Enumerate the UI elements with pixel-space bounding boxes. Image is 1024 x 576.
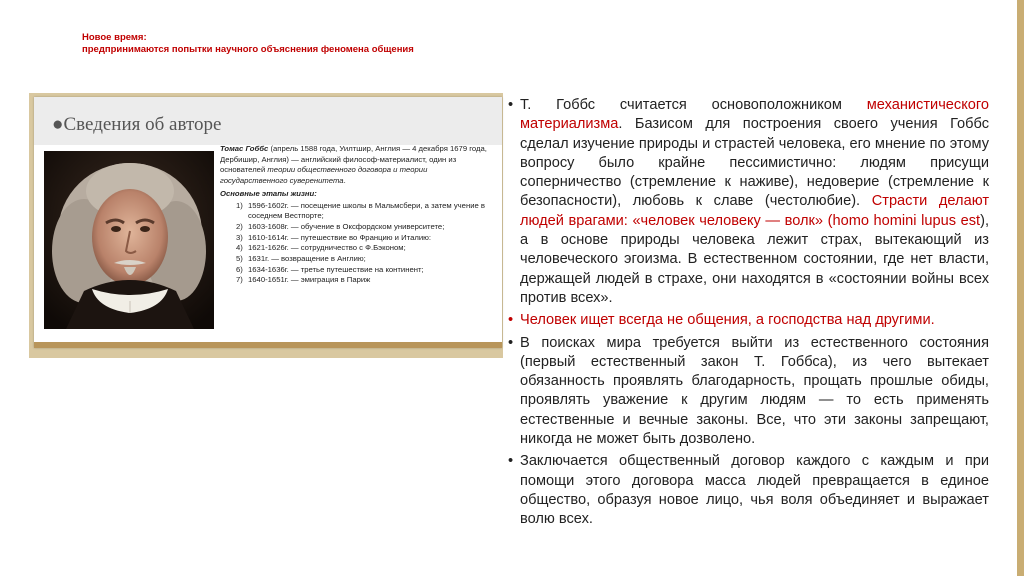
stage-text: 1610-1614г. — путешествие во Францию и Италию: (248, 232, 432, 242)
author-info-panel (34, 97, 502, 348)
bullet-icon: • (508, 453, 514, 470)
bio-end: . (343, 176, 346, 186)
bullet-item-natural-law (508, 334, 989, 450)
bullet-item-hobbes-materialism (508, 96, 989, 308)
stage-text: 1621-1626г. — сотрудничество с Ф.Бэконом; (248, 243, 406, 253)
right-edge-stripe (1017, 0, 1024, 576)
stage-number: 6) (236, 264, 243, 274)
author-name: Томас Гоббс (220, 144, 269, 153)
stage-number: 1) (236, 200, 243, 210)
life-stage-item (236, 265, 495, 276)
bio-theory: теории общественного договора и теории государственного суверенитета (220, 165, 428, 186)
stage-text: 1640-1651г. — эмиграция в Париж (248, 275, 371, 285)
stage-text: 1596-1602г. — посещение школы в Мальмсбери, а затем учение в соседнем Вестпорте; (248, 200, 485, 221)
bullet-text: Заключается общественный договор каждого с каждым и при помощи этого договора масса людей превращается в единое общество, образуя новое лицо, чья воля объединяет и выражает волю всех. (520, 453, 989, 528)
stage-number: 5) (236, 254, 243, 264)
bullet-text: Т. Гоббс считается основоположником (520, 97, 867, 113)
bullet-icon: • (508, 97, 514, 113)
slide-title-line1: Новое время: (82, 32, 147, 43)
life-stage-item (236, 222, 495, 233)
bullet-text: Человек ищет всегда не общения, а господства над другими. (520, 312, 935, 329)
life-stage-item (236, 233, 495, 244)
bullet-text: ), а в основе природы человека лежит страх, вытекающий из человеческого эгоизма. В естественном состоянии, где нет власти, держащей людей в страхе, они находятся в «состоянии войны всех против всех». (520, 212, 989, 306)
panel-heading: ●Сведения об авторе (52, 114, 222, 135)
bullet-text: В поисках мира требуется выйти из естественного состояния (первый естественный закон Т. Гоббса), из чего вытекает обязанность проявлять благодарность, прощать прошлые обиды, проявлять уважение к другим людям — то есть применять естественные и вечные законы. Все, что эти законы запрещают, никогда не может быть дозволено. (520, 334, 989, 448)
life-stage-item (236, 254, 495, 265)
bullet-highlight: Страсти делают людей врагами: «человек человеку — волк» (homo homini lupus est (520, 193, 990, 229)
stage-number: 2) (236, 221, 243, 231)
bio-intro: (апрель 1588 года, Уилтшир, Англия — 4 декабря 1679 года, Дербишир, Англия) — английский философ-материалист, один из основателей (220, 144, 487, 175)
stage-number: 4) (236, 243, 243, 253)
bullet-text: . Базисом для построения своего учения Гоббс сделал изучение природы и страстей человека, его мнение по этому вопросу было крайне пессимистично: людям присущи соперничество (стремление к наживе), недоверие (стремление к безопасности), любовь к славе (честолюбие). (520, 116, 989, 210)
slide-title (82, 32, 414, 56)
stage-number: 3) (236, 232, 243, 242)
bullet-item-social-contract (508, 452, 989, 529)
portrait-of-thomas-hobbes-icon (44, 151, 214, 329)
panel-bottom-stripe (34, 342, 502, 348)
life-stage-item (236, 243, 495, 254)
main-bullet-list (508, 96, 989, 533)
life-stage-item (236, 275, 495, 286)
bullet-icon: • (508, 312, 514, 329)
slide-title-line2: предпринимаются попытки научного объяснения феномена общения (82, 44, 414, 55)
life-stage-item (236, 201, 495, 222)
life-stages-list (220, 201, 495, 287)
stage-number: 7) (236, 275, 243, 285)
author-bio (220, 144, 495, 286)
bullet-item-domination (508, 311, 989, 330)
stage-text: 1634-1636г. — третье путешествие на континент; (248, 264, 424, 274)
bullet-highlight: механистического материализма (520, 97, 989, 133)
bio-summary (220, 144, 495, 187)
bullet-icon: • (508, 334, 514, 351)
stage-text: 1631г. — возвращение в Англию; (248, 254, 366, 264)
portrait-image (44, 151, 214, 329)
stage-text: 1603-1608г. — обучение в Оксфордском университете; (248, 221, 445, 231)
life-stages-title: Основные этапы жизни: (220, 188, 317, 198)
